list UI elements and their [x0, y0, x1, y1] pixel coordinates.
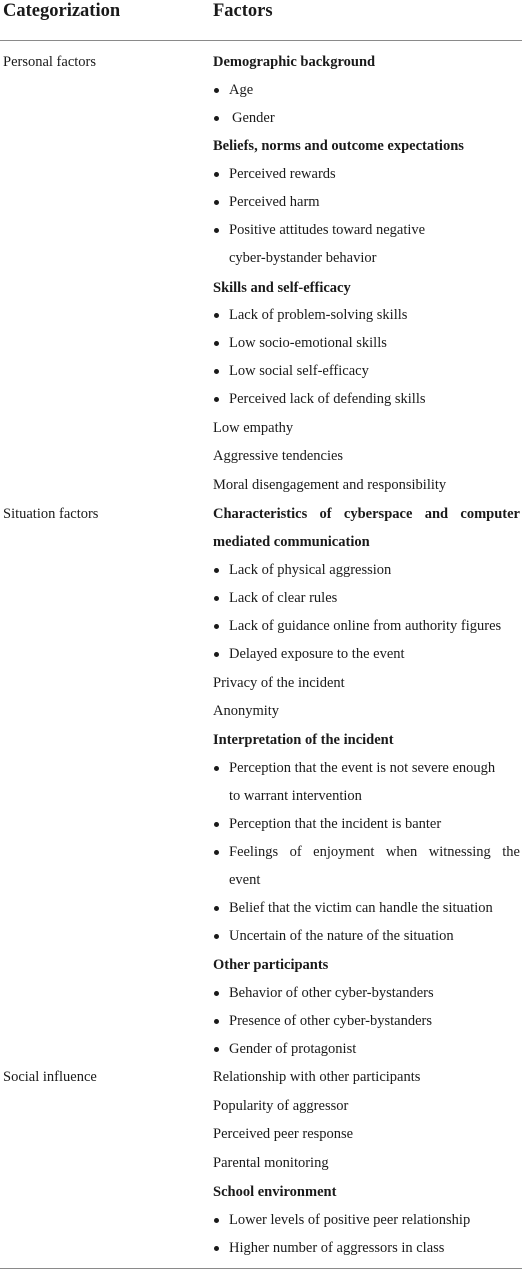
factor-bullet-item: Perceived rewards	[213, 164, 520, 192]
bullet-icon	[214, 934, 219, 939]
factor-bullet-item: Low social self-efficacy	[213, 361, 520, 389]
table-bottom-rule	[0, 1268, 522, 1269]
factor-bullet-item: Uncertain of the nature of the situation	[213, 926, 520, 954]
bullet-icon	[214, 596, 219, 601]
factor-group-heading: Other participants	[213, 957, 329, 973]
factor-item: Perceived peer response	[213, 1126, 354, 1142]
factor-bullet-item: Perceived harm	[213, 192, 520, 220]
column-header-factors: Factors	[213, 1, 273, 21]
factor-bullet-item: Gender	[213, 108, 520, 136]
factor-bullet-item: Presence of other cyber-bystanders	[213, 1011, 520, 1039]
bullet-icon	[214, 200, 219, 205]
factor-group-heading: Demographic background	[213, 54, 376, 70]
table-header	[0, 0, 522, 41]
bullet-icon	[214, 568, 219, 573]
factor-bullet-item: Belief that the victim can handle the situation	[213, 898, 520, 926]
bullet-icon	[214, 172, 219, 177]
factor-bullet-item: Positive attitudes toward negative	[213, 220, 520, 248]
factor-item: Popularity of aggressor	[213, 1098, 349, 1114]
factor-item: Privacy of the incident	[213, 675, 345, 691]
bullet-icon	[214, 228, 219, 233]
bullet-icon	[214, 850, 219, 855]
bullet-icon	[214, 624, 219, 629]
factor-group-heading: Characteristics of cyberspace and computer	[213, 506, 520, 522]
bullet-icon	[214, 906, 219, 911]
factor-group-heading: Skills and self-efficacy	[213, 280, 351, 296]
factor-item: Parental monitoring	[213, 1155, 329, 1171]
bullet-icon	[214, 1246, 219, 1251]
bullet-icon	[214, 88, 219, 93]
bullet-icon	[214, 652, 219, 657]
bullet-icon	[214, 822, 219, 827]
factor-item: Low empathy	[213, 420, 294, 436]
factor-bullet-item: Lack of problem-solving skills	[213, 305, 520, 333]
bullet-icon	[214, 369, 219, 374]
bullet-icon	[214, 1047, 219, 1052]
factor-group-heading: mediated communication	[213, 534, 370, 550]
factor-bullet-continuation: cyber-bystander behavior	[229, 250, 377, 266]
bullet-icon	[214, 397, 219, 402]
factor-group-heading: Beliefs, norms and outcome expectations	[213, 138, 464, 154]
factor-bullet-item: Lack of physical aggression	[213, 560, 520, 588]
factor-group-heading: Interpretation of the incident	[213, 732, 394, 748]
factor-bullet-item: Lack of clear rules	[213, 588, 520, 616]
factor-bullet-item: Feelings of enjoyment when witnessing the	[213, 842, 520, 870]
factor-item: Moral disengagement and responsibility	[213, 477, 447, 493]
category-personal-factors: Personal factors	[3, 54, 97, 70]
bullet-icon	[214, 313, 219, 318]
factor-bullet-item: Age	[213, 80, 520, 108]
factor-bullet-item: Perception that the event is not severe enough	[213, 758, 520, 786]
factor-item: Relationship with other participants	[213, 1069, 421, 1085]
factor-item: Anonymity	[213, 703, 280, 719]
factor-bullet-continuation: event	[229, 872, 261, 888]
factor-bullet-item: Lack of guidance online from authority figures	[213, 616, 520, 644]
column-header-categorization: Categorization	[3, 1, 121, 21]
factor-bullet-item: Low socio-emotional skills	[213, 333, 520, 361]
bullet-icon	[214, 341, 219, 346]
factor-bullet-item: Delayed exposure to the event	[213, 644, 520, 672]
category-social-influence: Social influence	[3, 1069, 97, 1085]
factor-item: Aggressive tendencies	[213, 448, 344, 464]
bullet-icon	[214, 116, 219, 121]
bullet-icon	[214, 766, 219, 771]
category-situation-factors: Situation factors	[3, 506, 99, 522]
bullet-icon	[214, 991, 219, 996]
factor-bullet-item: Higher number of aggressors in class	[213, 1238, 520, 1266]
factor-bullet-continuation: to warrant intervention	[229, 788, 362, 804]
factor-bullet-item: Behavior of other cyber-bystanders	[213, 983, 520, 1011]
factor-bullet-item: Perceived lack of defending skills	[213, 389, 520, 417]
factor-bullet-item: Lower levels of positive peer relationship	[213, 1210, 520, 1238]
bullet-icon	[214, 1019, 219, 1024]
factor-bullet-item: Perception that the incident is banter	[213, 814, 520, 842]
factor-group-heading: School environment	[213, 1184, 337, 1200]
factor-bullet-item: Gender of protagonist	[213, 1039, 520, 1067]
bullet-icon	[214, 1218, 219, 1223]
